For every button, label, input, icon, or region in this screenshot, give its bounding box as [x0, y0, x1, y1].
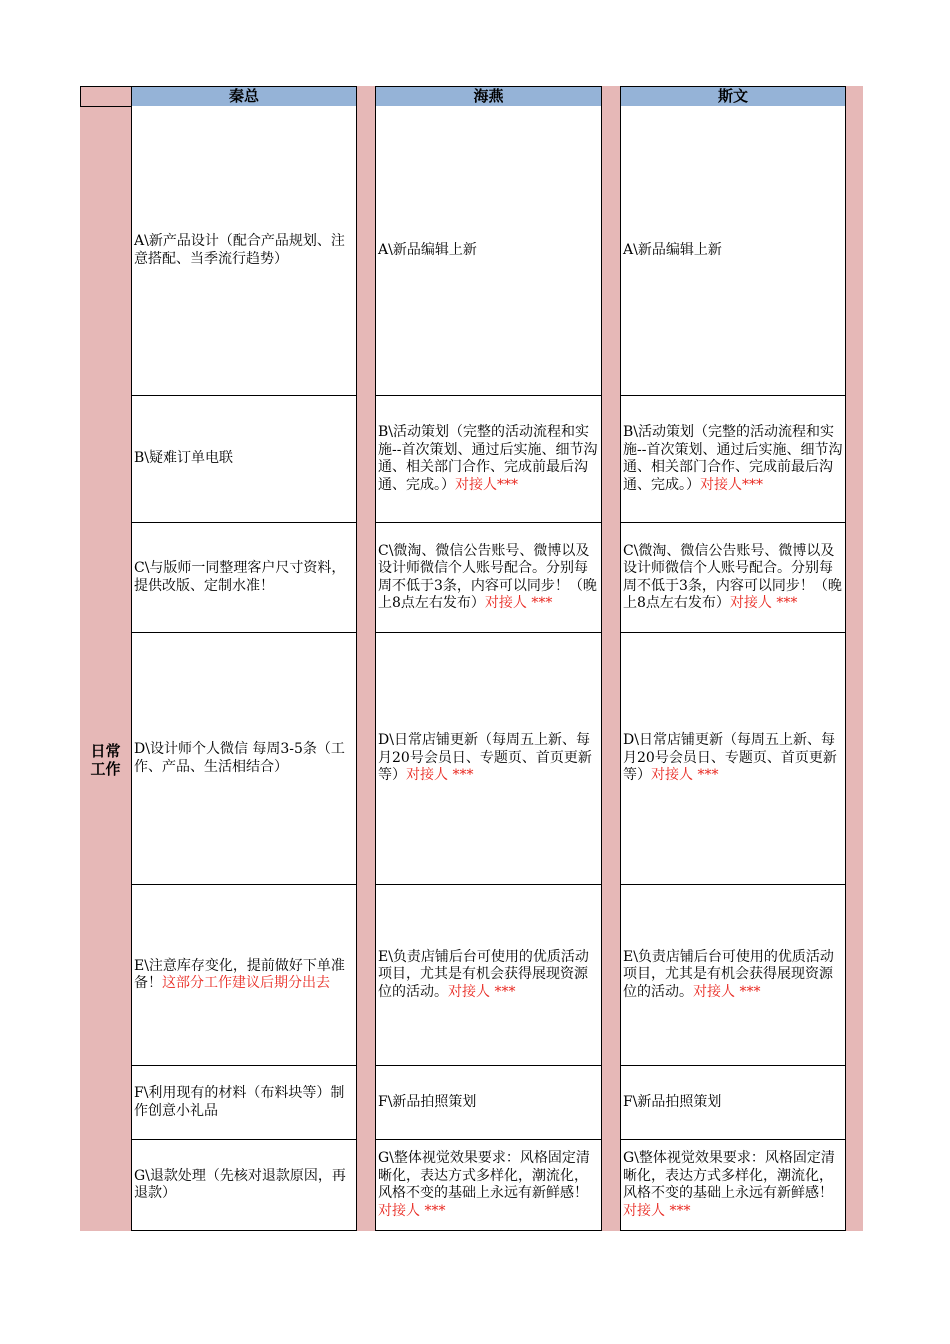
cell-g — [131, 1140, 357, 1231]
task-text: F\新品拍照策划 — [623, 1093, 722, 1110]
cell-text — [621, 1150, 845, 1220]
cell-text — [621, 1094, 723, 1112]
task-text: B\活动策划（完整的活动流程和实施--首次策划、通过后实施、细节沟通、相关部门合作、完成前最后沟通、完成。） — [378, 424, 598, 493]
cell-a — [375, 106, 602, 396]
task-text: D\日常店铺更新（每周五上新、每月20号会员日、专题页、首页更新等） — [378, 732, 592, 784]
cell-g — [375, 1140, 602, 1231]
task-text: F\新品拍照策划 — [378, 1093, 477, 1110]
task-note-red: 对接人 *** — [406, 767, 474, 784]
task-text: A\新品编辑上新 — [623, 241, 722, 258]
header-haiyan: 海燕 — [375, 86, 602, 107]
cell-text — [376, 732, 601, 785]
cell-g — [620, 1140, 846, 1231]
cell-d — [131, 633, 357, 885]
task-note-red: 对接人*** — [700, 476, 763, 493]
cell-a — [131, 106, 357, 396]
task-text: C\微淘、微信公告账号、微博以及设计师微信个人账号配合。分别每周不低于3条，内容可以同步！（晚上8点左右发布） — [378, 542, 597, 611]
cell-text — [132, 958, 356, 993]
cell-text — [621, 949, 845, 1002]
gap-strip-2 — [601, 86, 620, 1231]
cell-d — [620, 633, 846, 885]
cell-text — [376, 949, 601, 1002]
column-qinzong — [131, 106, 357, 1231]
task-text: A\新产品设计（配合产品规划、注意搭配、当季流行趋势） — [134, 233, 345, 267]
column-haiyan — [375, 106, 602, 1231]
task-text: G\整体视觉效果要求：风格固定清晰化，表达方式多样化，潮流化，风格不变的基础上永远有新鲜感！ — [378, 1150, 590, 1201]
cell-text — [621, 732, 845, 785]
task-text: E\注意库存变化，提前做好下单准备！ — [134, 957, 345, 991]
cell-a — [620, 106, 846, 396]
header-siwen: 斯文 — [620, 86, 846, 107]
task-note-red: 对接人 *** — [729, 595, 798, 611]
column-siwen — [620, 106, 846, 1231]
task-text: C\微淘、微信公告账号、微博以及设计师微信个人账号配合。分别每周不低于3条，内容可以同步！（晚上8点左右发布） — [623, 542, 842, 611]
task-text: D\设计师个人微信 每周3-5条（工作、产品、生活相结合） — [134, 741, 345, 775]
cell-text — [621, 543, 845, 613]
task-note-red: 对接人 *** — [448, 983, 516, 1000]
right-margin-strip — [845, 86, 863, 1231]
cell-c — [131, 523, 357, 633]
header-corner — [80, 86, 132, 107]
task-text: B\疑难订单电联 — [134, 450, 234, 467]
cell-b — [620, 396, 846, 523]
task-note-red: 对接人 *** — [484, 595, 553, 611]
cell-text — [376, 543, 601, 613]
task-note-red: 对接人 *** — [693, 983, 761, 1000]
cell-c — [620, 523, 846, 633]
cell-text — [621, 242, 724, 260]
cell-f — [375, 1066, 602, 1140]
task-text: E\负责店铺后台可使用的优质活动项目，尤其是有机会获得展现资源位的活动。 — [378, 948, 589, 1000]
cell-text — [132, 233, 356, 268]
side-label-daily-work: 日常 工作 — [90, 742, 121, 778]
cell-text — [132, 560, 356, 595]
cell-text — [376, 242, 479, 260]
cell-e — [620, 885, 846, 1066]
cell-b — [131, 396, 357, 523]
cell-f — [131, 1066, 357, 1140]
task-text: F\利用现有的材料（布料块等）制作创意小礼品 — [134, 1085, 345, 1119]
gap-strip-1 — [356, 86, 375, 1231]
task-note-red: 对接人 *** — [378, 1202, 446, 1219]
cell-text — [621, 424, 845, 494]
task-text: B\活动策划（完整的活动流程和实施--首次策划、通过后实施、细节沟通、相关部门合作、完成前最后沟通、完成。） — [623, 424, 843, 493]
task-text: G\退款处理（先核对退款原因，再退款） — [134, 1167, 346, 1201]
cell-text — [132, 1168, 356, 1203]
task-text: A\新品编辑上新 — [378, 241, 477, 258]
cell-d — [375, 633, 602, 885]
cell-text — [376, 1094, 478, 1112]
cell-text — [376, 1150, 601, 1220]
left-margin-strip — [80, 86, 131, 1231]
cell-text — [132, 450, 235, 468]
header-qinzong: 秦总 — [131, 86, 357, 107]
cell-b — [375, 396, 602, 523]
cell-text — [132, 741, 356, 776]
cell-f — [620, 1066, 846, 1140]
cell-text — [132, 1085, 356, 1120]
cell-e — [375, 885, 602, 1066]
cell-c — [375, 523, 602, 633]
task-note-red: 对接人 *** — [651, 767, 719, 784]
task-text: D\日常店铺更新（每周五上新、每月20号会员日、专题页、首页更新等） — [623, 732, 837, 784]
task-note-red: 对接人*** — [455, 476, 518, 493]
task-note-red: 这部分工作建议后期分出去 — [162, 975, 330, 991]
cell-e — [131, 885, 357, 1066]
task-text: C\与版师一同整理客户尺寸资料，提供改版、定制水准！ — [134, 560, 346, 594]
task-text: G\整体视觉效果要求：风格固定清晰化，表达方式多样化，潮流化，风格不变的基础上永远有新鲜感！ — [623, 1150, 835, 1201]
task-text: E\负责店铺后台可使用的优质活动项目，尤其是有机会获得展现资源位的活动。 — [623, 948, 834, 1000]
cell-text — [376, 424, 601, 494]
task-note-red: 对接人 *** — [623, 1202, 691, 1219]
